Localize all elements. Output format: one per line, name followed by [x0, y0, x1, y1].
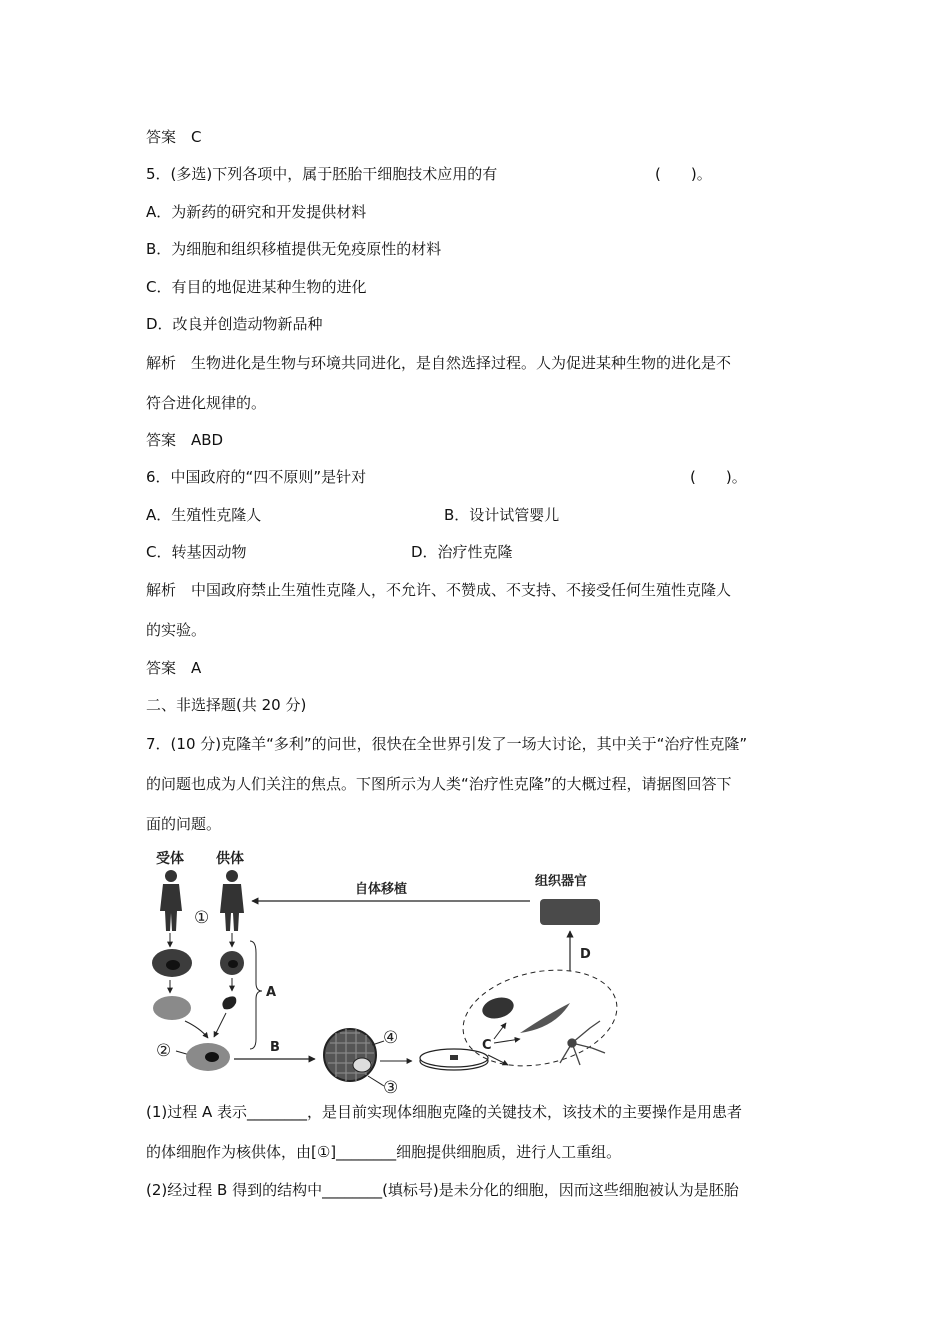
- question-5-blank: ( )。: [655, 165, 712, 183]
- label-b: B: [270, 1040, 280, 1055]
- q6-analysis-line1: 解析 中国政府禁止生殖性克隆人，不允许、不赞成、不支持、不接受任何生殖性克隆人: [146, 581, 732, 599]
- q5-option-d: D．改良并创造动物新品种: [146, 315, 323, 333]
- therapeutic-cloning-diagram: [140, 843, 625, 1103]
- q6-option-c: C．转基因动物: [146, 543, 247, 561]
- culture-dish-icon: [420, 1049, 488, 1070]
- q5-analysis-line2: 符合进化规律的。: [146, 394, 267, 412]
- tissue-organ-label: 组织器官: [535, 874, 588, 889]
- marker-4: ④: [383, 1028, 399, 1048]
- q5-analysis-line1: 解析 生物进化是生物与环境共同进化，是自然选择过程。人为促进某种生物的进化是不: [146, 354, 732, 372]
- q7-subquestion-1-line2: 的体细胞作为核供体，由[①]________细胞提供细胞质，进行人工重组。: [146, 1143, 622, 1161]
- receiver-person-icon: [160, 870, 182, 931]
- section-heading: 二、非选择题(共 20 分): [146, 696, 307, 714]
- enucleated-egg: [153, 996, 191, 1020]
- autograft-label: 自体移植: [355, 882, 408, 897]
- question-7-line1: 7．(10 分)克隆羊“多利”的问世，很快在全世界引发了一场大讨论，其中关于“治疗性克隆”: [146, 735, 748, 753]
- q5-option-b: B．为细胞和组织移植提供无免疫原性的材料: [146, 240, 442, 258]
- q6-option-d: D．治疗性克隆: [411, 543, 513, 561]
- receiver-label: 受体: [156, 851, 184, 867]
- marker-2: ②: [156, 1041, 172, 1061]
- q7-subquestion-2-line1: (2)经过程 B 得到的结构中________(填标号)是未分化的细胞，因而这些细胞被认为是胚胎: [146, 1181, 739, 1199]
- answer-5: 答案 ABD: [146, 431, 224, 449]
- tissue-organ-block: [540, 899, 600, 925]
- marker-1: ①: [194, 908, 210, 928]
- blastocyst-icon: [324, 1029, 376, 1081]
- question-5-stem: 5．(多选)下列各项中，属于胚胎干细胞技术应用的有: [146, 165, 498, 183]
- q5-option-a: A．为新药的研究和开发提供材料: [146, 203, 367, 221]
- q6-analysis-line2: 的实验。: [146, 621, 207, 639]
- question-6-blank: ( )。: [690, 468, 747, 486]
- answer-6: 答案 A: [146, 659, 202, 677]
- label-a: A: [266, 985, 277, 1000]
- donor-person-icon: [220, 870, 244, 931]
- label-c: C: [482, 1038, 492, 1053]
- answer-4: 答案 C: [146, 128, 202, 146]
- donor-label: 供体: [216, 851, 244, 867]
- question-6-stem: 6．中国政府的“四不原则”是针对: [146, 468, 367, 486]
- q6-option-b: B．设计试管婴儿: [444, 506, 560, 524]
- q6-option-a: A．生殖性克隆人: [146, 506, 262, 524]
- red-blood-cell: [480, 994, 516, 1022]
- question-7-line2: 的问题也成为人们关注的焦点。下图所示为人类“治疗性克隆”的大概过程，请据图回答下: [146, 775, 732, 793]
- donor-nucleus: [222, 996, 236, 1009]
- label-d: D: [580, 947, 591, 962]
- muscle-cell: [520, 1003, 570, 1033]
- process-a-bracket: [250, 941, 262, 1049]
- q5-option-c: C．有目的地促进某种生物的进化: [146, 278, 367, 296]
- question-7-line3: 面的问题。: [146, 815, 222, 833]
- q7-subquestion-1-line1: (1)过程 A 表示________，是目前实现体细胞克隆的关键技术，该技术的主要操作是用患者: [146, 1103, 743, 1121]
- marker-3: ③: [383, 1078, 399, 1098]
